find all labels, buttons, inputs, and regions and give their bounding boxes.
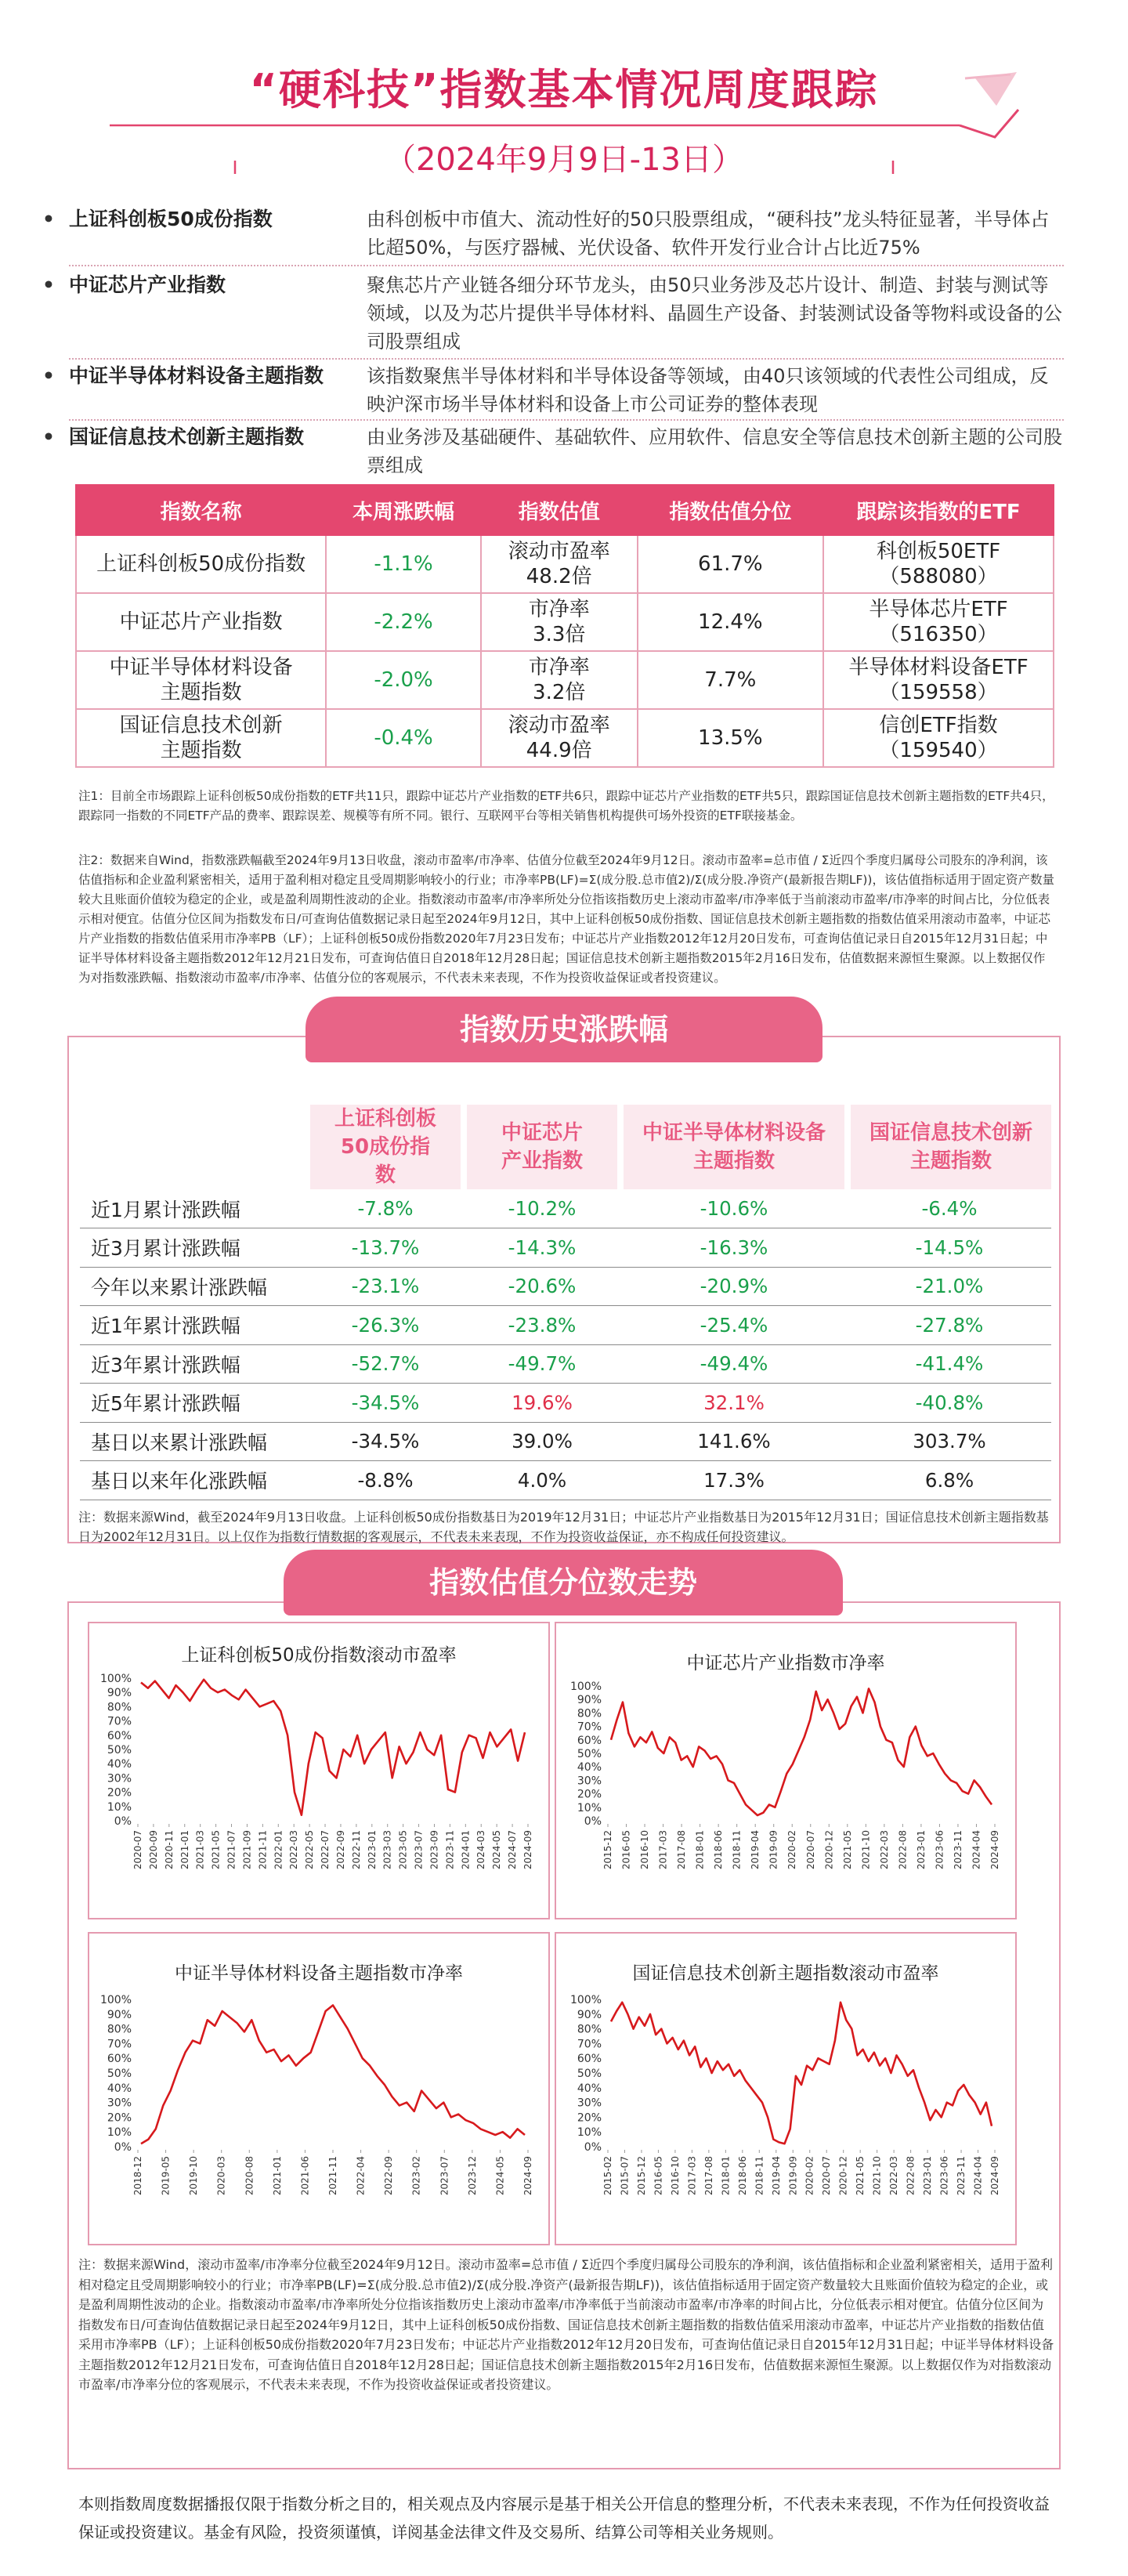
- x-tick-label: 2024-09: [989, 1830, 1000, 1870]
- x-tick-label: 2022-01: [273, 1830, 284, 1870]
- x-tick-label: 2019-10: [188, 2156, 200, 2196]
- y-tick-label: 20%: [577, 2111, 602, 2125]
- return-value: 32.1%: [620, 1384, 848, 1423]
- x-tick-label: 2024-05: [494, 2156, 506, 2196]
- table-header-row: [80, 1105, 1051, 1189]
- x-tick-label: 2021-07: [226, 1830, 237, 1870]
- x-tick-label: 2021-10: [860, 1830, 872, 1870]
- weekly-change: -2.2%: [326, 593, 481, 651]
- x-tick-label: 2018-01: [720, 2156, 732, 2196]
- chart-title: 国证信息技术创新主题指数滚动市盈率: [632, 1963, 939, 1984]
- x-tick-label: 2024-07: [507, 1830, 519, 1870]
- return-value: 141.6%: [620, 1422, 848, 1461]
- x-tick-label: 2023-07: [439, 2156, 450, 2196]
- chart-panel: [555, 1622, 1017, 1919]
- return-value: -25.4%: [620, 1306, 848, 1345]
- series-line: [611, 1688, 992, 1815]
- return-value: 6.8%: [848, 1461, 1051, 1500]
- intro-desc: 由科创板中市值大、流动性好的50只股票组成，“硬科技”龙头特征显著，半导体占比超50%，与医疗器械、光伏设备、软件开发行业合计占比近75%: [367, 208, 1050, 259]
- column-header: 指数估值分位: [638, 485, 823, 535]
- x-tick-label: 2020-02: [804, 2156, 815, 2196]
- line-chart: [89, 1623, 548, 1918]
- y-tick-label: 50%: [107, 1744, 132, 1757]
- x-tick-label: 2018-12: [132, 2156, 143, 2196]
- x-tick-label: 2023-09: [428, 1830, 440, 1870]
- x-tick-label: 2020-07: [821, 2156, 833, 2196]
- y-tick-label: 0%: [114, 2141, 132, 2154]
- x-tick-label: 2024-04: [972, 2156, 984, 2196]
- x-tick-label: 2022-03: [878, 1830, 890, 1870]
- index-name: 中证半导体材料设备 主题指数: [76, 651, 326, 709]
- return-value: -23.8%: [464, 1306, 620, 1345]
- table-row: [80, 1422, 1051, 1461]
- y-tick-label: 90%: [107, 1687, 132, 1700]
- x-tick-label: 2022-07: [320, 1830, 331, 1870]
- y-tick-label: 20%: [577, 1788, 602, 1801]
- history-table: [80, 1105, 1051, 1500]
- x-tick-label: 2021-05: [210, 1830, 222, 1870]
- tracking-etf: 科创板50ETF （588080）: [823, 535, 1054, 593]
- chart-title: 中证芯片产业指数市净率: [686, 1653, 885, 1673]
- return-value: -8.8%: [307, 1461, 464, 1500]
- table-header-row: [76, 485, 1054, 535]
- x-tick-label: 2015-07: [619, 2156, 631, 2196]
- x-tick-label: 2020-07: [804, 1830, 816, 1870]
- x-tick-label: 2018-06: [736, 2156, 748, 2196]
- x-tick-label: 2020-09: [147, 1830, 159, 1870]
- valuation: 滚动市盈率 48.2倍: [481, 535, 638, 593]
- y-tick-label: 70%: [107, 2038, 132, 2051]
- x-tick-label: 2016-10: [669, 2156, 681, 2196]
- series-line: [141, 2006, 525, 2144]
- x-tick-label: 2015-02: [602, 2156, 613, 2196]
- x-tick-label: 2021-03: [194, 1830, 206, 1870]
- y-tick-label: 100%: [569, 1681, 602, 1693]
- return-value: -16.3%: [620, 1228, 848, 1268]
- y-tick-label: 80%: [577, 2023, 602, 2036]
- chart-panel: [88, 1932, 550, 2245]
- x-tick-label: 2021-05: [841, 1830, 853, 1870]
- row-label: 近3月累计涨跌幅: [80, 1228, 307, 1268]
- intro-name: • 上证科创板50成份指数: [69, 205, 359, 233]
- note-2: 注2：数据来自Wind，指数涨跌幅截至2024年9月13日收盘，滚动市盈率/市净率、估值分位截至2024年9月12日。滚动市盈率=总市值 / Σ近四个季度归属母公司股东的净利润，该估值指标和企业盈利紧密相关，适用于盈利相对稳定且受周期影响较小的行业；市净率PB(LF)=Σ(成分股.总市值2)/Σ(成分股.净资产(最新报告期LF))，该估值指标适用于固定资产数量较大且账面价值较为稳定的企业，或是盈利周期性波动的企业。指数滚动市盈率/市净率所处分位指该指数历史上滚动市盈率/市净率低于当前滚动市盈率/市净率的时间占比，分位低表示相对便宜。估值分位区间为指数发布日/可查询估值数据记录日起至2024年9月12日，其中上证科创板50成份指数、国证信息技术创新主题指数的指数估值采用滚动市盈率，中证芯片产业指数的指数估值采用市净率PB（LF）；上证科创板50成份指数2020年7月23日发布；中证芯片产业指数2012年12月20日发布，可查询估值记录日自2015年12月31日起；中证半导体材料设备主题指数2012年12月21日发布，可查询估值日自2018年12月28日起；国证信息技术创新主题指数2015年2月16日发布，估值数据来源恒生聚源。以上数据仅作为对指数涨跌幅、指数滚动市盈率/市净率、估值分位的客观展示，不代表未来表现，不作为投资收益保证或者投资建议。: [78, 853, 1054, 985]
- x-tick-label: 2024-04: [971, 1830, 982, 1870]
- x-tick-label: 2021-09: [241, 1830, 253, 1870]
- corner-cell: [80, 1105, 307, 1189]
- y-tick-label: 40%: [107, 1758, 132, 1771]
- x-tick-label: 2024-09: [522, 2156, 533, 2196]
- return-value: -52.7%: [307, 1344, 464, 1384]
- x-tick-label: 2017-08: [703, 2156, 714, 2196]
- y-tick-label: 100%: [99, 1673, 132, 1685]
- history-note: 注：数据来源Wind，截至2024年9月13日收盘。上证科创板50成份指数基日为2019年12月31日；中证芯片产业指数基日为2015年12月31日；国证信息技术创新主题指数基日为2002年12月31日。以上仅作为指数行情数据的客观展示，不代表未来表现，不作为投资收益保证，亦不构成任何投资建议。: [78, 1510, 1049, 1544]
- table-row: [80, 1228, 1051, 1268]
- x-tick-label: 2020-11: [163, 1830, 175, 1870]
- table-row: [76, 651, 1054, 709]
- column-header: 跟踪该指数的ETF: [823, 485, 1054, 535]
- chart-panel: [88, 1622, 550, 1919]
- x-tick-label: 2023-02: [410, 2156, 422, 2196]
- x-tick-label: 2017-03: [657, 1830, 669, 1870]
- x-tick-label: 2022-04: [355, 2156, 367, 2196]
- y-tick-label: 80%: [107, 2023, 132, 2036]
- x-tick-label: 2018-11: [731, 1830, 743, 1870]
- valuation-percentile: 61.7%: [638, 535, 823, 593]
- x-tick-label: 2016-05: [653, 2156, 664, 2196]
- y-tick-label: 40%: [577, 1761, 602, 1775]
- line-chart: [89, 1934, 548, 2244]
- intro-desc: 由业务涉及基础硬件、基础软件、应用软件、信息安全等信息技术创新主题的公司股票组成: [367, 426, 1062, 476]
- intro-desc: 聚焦芯片产业链各细分环节龙头，由50只业务涉及芯片设计、制造、封装与测试等领域，以及为芯片提供半导体材料、晶圆生产设备、封装测试设备等物料或设备的公司股票组成: [367, 274, 1062, 353]
- x-tick-label: 2020-08: [244, 2156, 255, 2196]
- x-tick-label: 2020-02: [786, 1830, 798, 1870]
- y-tick-label: 20%: [107, 1786, 132, 1800]
- x-tick-label: 2020-07: [132, 1830, 143, 1870]
- tracking-etf: 半导体芯片ETF （516350）: [823, 593, 1054, 651]
- x-tick-label: 2022-03: [288, 1830, 300, 1870]
- y-tick-label: 0%: [114, 1815, 132, 1828]
- table-row: [80, 1384, 1051, 1423]
- row-label: 基日以来累计涨跌幅: [80, 1422, 307, 1461]
- x-tick-label: 2023-03: [381, 1830, 393, 1870]
- y-tick-label: 0%: [584, 2141, 602, 2154]
- x-tick-label: 2024-09: [522, 1830, 533, 1870]
- x-tick-label: 2019-09: [787, 2156, 799, 2196]
- y-tick-label: 20%: [107, 2111, 132, 2125]
- return-value: -20.9%: [620, 1267, 848, 1306]
- y-tick-label: 50%: [577, 2068, 602, 2080]
- return-value: -49.7%: [464, 1344, 620, 1384]
- x-tick-label: 2022-09: [334, 1830, 346, 1870]
- table-row: [80, 1306, 1051, 1345]
- x-tick-label: 2024-09: [989, 2156, 1000, 2196]
- return-value: 4.0%: [464, 1461, 620, 1500]
- index-name: 国证信息技术创新 主题指数: [76, 709, 326, 767]
- note-1: 注1：目前全市场跟踪上证科创板50成份指数的ETF共11只，跟踪中证芯片产业指数的ETF共6只，跟踪中证芯片产业指数的ETF共5只，跟踪国证信息技术创新主题指数的ETF共4只，跟踪同一指数的不同ETF产品的费率、跟踪误差、规模等有所不同。银行、互联网平台等相关销售机构提供可场外投资的ETF联接基金。: [78, 789, 1054, 823]
- row-label: 基日以来年化涨跌幅: [80, 1461, 307, 1500]
- y-tick-label: 50%: [577, 1748, 602, 1760]
- return-value: -10.2%: [464, 1189, 620, 1228]
- weekly-change: -2.0%: [326, 651, 481, 709]
- x-tick-label: 2021-01: [271, 2156, 283, 2196]
- y-tick-label: 30%: [107, 2097, 132, 2110]
- disclaimer: 本则指数周度数据播报仅限于指数分析之目的，相关观点及内容展示是基于相关公开信息的整理分析，不代表未来表现，不作为任何投资收益保证或投资建议。基金有风险，投资须谨慎，详阅基金法律文件及交易所、结算公司等相关业务规则。: [78, 2495, 1050, 2542]
- table-row: [76, 709, 1054, 767]
- x-tick-label: 2019-04: [750, 1830, 761, 1870]
- x-tick-label: 2019-09: [768, 1830, 779, 1870]
- page-subtitle: （2024年9月9日-13日）: [384, 142, 744, 178]
- column-header: 指数估值: [481, 485, 638, 535]
- column-header: 本周涨跌幅: [326, 485, 481, 535]
- x-tick-label: 2023-06: [934, 1830, 945, 1870]
- return-value: -13.7%: [307, 1228, 464, 1268]
- x-tick-label: 2021-11: [257, 1830, 269, 1870]
- y-tick-label: 40%: [577, 2082, 602, 2095]
- y-tick-label: 80%: [577, 1707, 602, 1720]
- column-header: 指数名称: [76, 485, 326, 535]
- section-title: 指数估值分位数走势: [284, 1550, 843, 1615]
- x-tick-label: 2018-01: [694, 1830, 706, 1870]
- x-tick-label: 2023-12: [466, 2156, 478, 2196]
- return-value: -10.6%: [620, 1189, 848, 1228]
- row-label: 近5年累计涨跌幅: [80, 1384, 307, 1423]
- x-tick-label: 2024-03: [475, 1830, 487, 1870]
- return-value: -6.4%: [848, 1189, 1051, 1228]
- divider: [69, 419, 1064, 421]
- tracking-etf: 半导体材料设备ETF （159558）: [823, 651, 1054, 709]
- table-row: [80, 1267, 1051, 1306]
- return-value: -26.3%: [307, 1306, 464, 1345]
- x-tick-label: 2020-03: [215, 2156, 227, 2196]
- index-name: 上证科创板50成份指数: [76, 535, 326, 593]
- row-label: 近3年累计涨跌幅: [80, 1344, 307, 1384]
- valuation-note: 注：数据来源Wind，滚动市盈率/市净率分位截至2024年9月12日。滚动市盈率=总市值 / Σ近四个季度归属母公司股东的净利润，该估值指标和企业盈利紧密相关，适用于盈利相对稳定且受周期影响较小的行业；市净率PB(LF)=Σ(成分股.总市值2)/Σ(成分股.净资产(最新报告期LF))，该估值指标适用于固定资产数量较大且账面价值较为稳定的企业，或是盈利周期性波动的企业。指数滚动市盈率/市净率所处分位指该指数历史上滚动市盈率/市净率低于当前滚动市盈率/市净率的时间占比，分位低表示相对便宜。估值分位区间为指数发布日/可查询估值数据记录日起至2024年9月12日，其中上证科创板50成份指数、国证信息技术创新主题指数的指数估值采用滚动市盈率，中证芯片产业指数的指数估值采用市净率PB（LF）；上证科创板50成份指数2020年7月23日发布；中证芯片产业指数2012年12月20日发布，可查询估值记录日自2015年12月31日起；中证半导体材料设备主题指数2012年12月21日发布，可查询估值日自2018年12月28日起；国证信息技术创新主题指数2015年2月16日发布，估值数据来源恒生聚源。以上数据仅作为对指数滚动市盈率/市净率分位的客观展示，不代表未来表现，不作为投资收益保证或者投资建议。: [78, 2257, 1054, 2392]
- x-tick-label: 2022-11: [350, 1830, 362, 1870]
- y-tick-label: 10%: [107, 2126, 132, 2140]
- section-title: 指数历史涨跌幅: [306, 997, 822, 1062]
- x-tick-label: 2022-08: [897, 1830, 909, 1870]
- x-tick-label: 2015-12: [635, 2156, 647, 2196]
- x-tick-label: 2020-12: [837, 2156, 849, 2196]
- valuation-percentile: 13.5%: [638, 709, 823, 767]
- y-tick-label: 70%: [577, 1720, 602, 1734]
- line-chart: [556, 1934, 1015, 2244]
- series-line: [141, 1680, 525, 1815]
- chart-title: 中证半导体材料设备主题指数市净率: [175, 1963, 463, 1984]
- divider: [69, 358, 1064, 360]
- weekly-change: -0.4%: [326, 709, 481, 767]
- y-tick-label: 100%: [99, 1994, 132, 2006]
- column-header: 国证信息技术创新 主题指数: [848, 1105, 1051, 1189]
- x-tick-label: 2019-04: [770, 2156, 782, 2196]
- table-row: [76, 593, 1054, 651]
- x-tick-label: 2021-06: [299, 2156, 311, 2196]
- return-value: 17.3%: [620, 1461, 848, 1500]
- return-value: -14.3%: [464, 1228, 620, 1268]
- chart-title: 上证科创板50成份指数滚动市盈率: [181, 1645, 457, 1666]
- row-label: 近1年累计涨跌幅: [80, 1306, 307, 1345]
- x-tick-label: 2023-01: [366, 1830, 378, 1870]
- return-value: -40.8%: [848, 1384, 1051, 1423]
- valuation-percentile: 12.4%: [638, 593, 823, 651]
- x-tick-label: 2023-01: [922, 2156, 934, 2196]
- x-tick-label: 2017-03: [686, 2156, 698, 2196]
- column-header: 中证芯片 产业指数: [464, 1105, 620, 1189]
- y-tick-label: 10%: [107, 1800, 132, 1814]
- return-value: -7.8%: [307, 1189, 464, 1228]
- tracking-etf: 信创ETF指数 （159540）: [823, 709, 1054, 767]
- return-value: 39.0%: [464, 1422, 620, 1461]
- return-value: -27.8%: [848, 1306, 1051, 1345]
- x-tick-label: 2021-10: [871, 2156, 883, 2196]
- return-value: -20.6%: [464, 1267, 620, 1306]
- x-tick-label: 2023-06: [938, 2156, 950, 2196]
- y-tick-label: 80%: [107, 1701, 132, 1714]
- row-label: 今年以来累计涨跌幅: [80, 1267, 307, 1306]
- x-tick-label: 2023-11: [444, 1830, 456, 1870]
- y-tick-label: 70%: [577, 2038, 602, 2051]
- y-tick-label: 0%: [584, 1815, 602, 1828]
- history-table-body: [80, 1189, 1051, 1500]
- intro-name: • 中证半导体材料设备主题指数: [69, 362, 359, 390]
- return-value: -14.5%: [848, 1228, 1051, 1268]
- x-tick-label: 2023-05: [397, 1830, 409, 1870]
- intro-desc: 该指数聚焦半导体材料和半导体设备等领域，由40只该领域的代表性公司组成，反映沪深市场半导体材料和设备上市公司证券的整体表现: [367, 365, 1049, 415]
- x-tick-label: 2022-03: [888, 2156, 900, 2196]
- chart-panel: [555, 1932, 1017, 2245]
- x-tick-label: 2023-11: [952, 1830, 964, 1870]
- table-row: [76, 535, 1054, 593]
- y-tick-label: 10%: [577, 2126, 602, 2140]
- y-tick-label: 30%: [577, 1775, 602, 1788]
- index-summary-table: [75, 484, 1054, 768]
- valuation: 市净率 3.2倍: [481, 651, 638, 709]
- x-tick-label: 2023-07: [413, 1830, 425, 1870]
- table-row: [80, 1344, 1051, 1384]
- x-tick-label: 2017-08: [676, 1830, 688, 1870]
- return-value: 303.7%: [848, 1422, 1051, 1461]
- y-tick-label: 60%: [107, 1729, 132, 1742]
- row-label: 近1月累计涨跌幅: [80, 1189, 307, 1228]
- return-value: 19.6%: [464, 1384, 620, 1423]
- page-title: “硬科技”指数基本情况周度跟踪: [249, 65, 879, 114]
- valuation-percentile: 7.7%: [638, 651, 823, 709]
- return-value: -21.0%: [848, 1267, 1051, 1306]
- index-name: 中证芯片产业指数: [76, 593, 326, 651]
- series-line: [611, 2003, 992, 2144]
- y-tick-label: 50%: [107, 2068, 132, 2080]
- y-tick-label: 10%: [577, 1801, 602, 1814]
- x-tick-label: 2021-01: [179, 1830, 190, 1870]
- divider: [69, 265, 1064, 266]
- valuation: 市净率 3.3倍: [481, 593, 638, 651]
- y-tick-label: 90%: [107, 2008, 132, 2021]
- x-tick-label: 2020-12: [823, 1830, 835, 1870]
- x-tick-label: 2022-05: [304, 1830, 316, 1870]
- y-tick-label: 30%: [577, 2097, 602, 2110]
- y-tick-label: 40%: [107, 2082, 132, 2095]
- line-chart: [556, 1623, 1015, 1918]
- return-value: -23.1%: [307, 1267, 464, 1306]
- x-tick-label: 2019-05: [160, 2156, 172, 2196]
- x-tick-label: 2024-01: [460, 1830, 472, 1870]
- y-tick-label: 30%: [107, 1772, 132, 1785]
- weekly-change: -1.1%: [326, 535, 481, 593]
- y-tick-label: 60%: [107, 2053, 132, 2066]
- x-tick-label: 2016-10: [639, 1830, 651, 1870]
- intro-name: • 国证信息技术创新主题指数: [69, 423, 359, 451]
- return-value: -41.4%: [848, 1344, 1051, 1384]
- y-tick-label: 60%: [577, 2053, 602, 2066]
- x-tick-label: 2021-11: [327, 2156, 338, 2196]
- column-header: 上证科创板 50成份指数: [307, 1105, 464, 1189]
- y-tick-label: 90%: [577, 1694, 602, 1707]
- return-value: -49.4%: [620, 1344, 848, 1384]
- x-tick-label: 2023-11: [956, 2156, 967, 2196]
- x-tick-label: 2023-01: [915, 1830, 927, 1870]
- x-tick-label: 2015-12: [602, 1830, 613, 1870]
- x-tick-label: 2022-08: [905, 2156, 916, 2196]
- y-tick-label: 100%: [569, 1994, 602, 2006]
- x-tick-label: 2024-05: [491, 1830, 503, 1870]
- valuation: 滚动市盈率 44.9倍: [481, 709, 638, 767]
- return-value: -34.5%: [307, 1422, 464, 1461]
- column-header: 中证半导体材料设备 主题指数: [620, 1105, 848, 1189]
- return-value: -34.5%: [307, 1384, 464, 1423]
- x-tick-label: 2018-11: [754, 2156, 765, 2196]
- x-tick-label: 2021-05: [855, 2156, 866, 2196]
- table-row: [80, 1189, 1051, 1228]
- x-tick-label: 2022-09: [383, 2156, 395, 2196]
- x-tick-label: 2018-06: [713, 1830, 725, 1870]
- y-tick-label: 90%: [577, 2008, 602, 2021]
- y-tick-label: 60%: [577, 1734, 602, 1747]
- table-row: [80, 1461, 1051, 1500]
- y-tick-label: 70%: [107, 1715, 132, 1728]
- x-tick-label: 2016-05: [620, 1830, 632, 1870]
- intro-name: • 中证芯片产业指数: [69, 271, 359, 299]
